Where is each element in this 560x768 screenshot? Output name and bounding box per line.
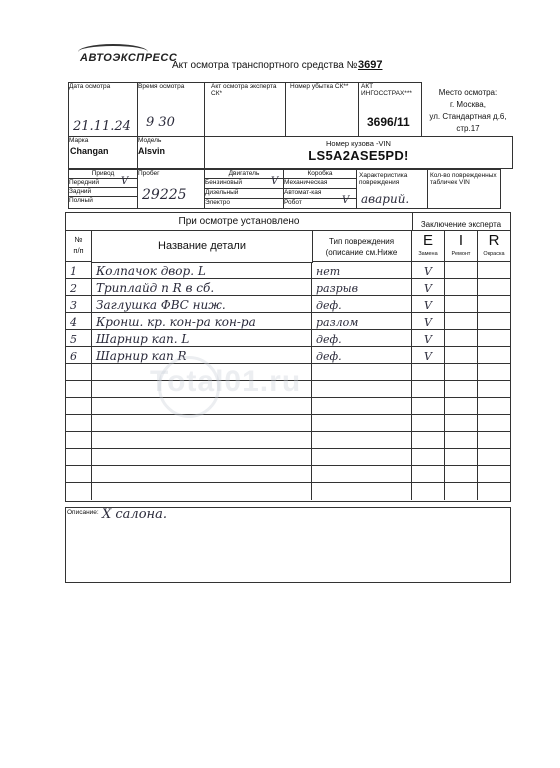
table-row [66, 432, 510, 449]
drive-rear-label: Задний [69, 188, 137, 197]
row-part-name: Колпачок двор. L [96, 264, 206, 278]
gearbox-manual-label: Механическая [284, 179, 356, 189]
row-number: 5 [70, 333, 77, 346]
col-i-header [445, 230, 478, 262]
row-num-cell [66, 466, 92, 483]
col-r-header [478, 230, 510, 262]
row-e-cell [412, 330, 445, 347]
row-part-name: Кронш. кр. кон-ра кон-ра [96, 315, 256, 329]
table-row [66, 262, 510, 279]
expert-act-cell [205, 83, 286, 137]
row-r-cell [478, 347, 510, 364]
row-r-cell [478, 398, 510, 415]
parts-section [65, 212, 511, 502]
row-part-cell [92, 466, 312, 483]
col-num-header [66, 230, 92, 262]
gearbox-robot-label: Робот [284, 199, 302, 206]
row-part-name: Шарнир кап R [96, 349, 187, 363]
row-part-cell [92, 415, 312, 432]
row-damage-cell [312, 330, 412, 347]
row-num-cell [66, 330, 92, 347]
table-row [66, 279, 510, 296]
mileage-value: 29225 [142, 187, 187, 203]
row-part-cell [92, 262, 312, 279]
model-value: Alsvin [138, 146, 166, 156]
row-i-cell [445, 398, 478, 415]
vin-plates-cell [428, 170, 501, 209]
drive-label: Привод [69, 170, 137, 179]
row-num-cell [66, 296, 92, 313]
col-i-label: I [458, 232, 464, 249]
row-i-cell [445, 381, 478, 398]
engine-petrol-row [205, 176, 283, 189]
loss-number-label: Номер убытка СК** [290, 83, 349, 90]
table-row [66, 398, 510, 415]
ingos-act-cell [359, 83, 422, 137]
row-part-name: Триплайд п R в сб. [96, 281, 215, 295]
row-i-cell [445, 262, 478, 279]
row-part-cell [92, 432, 312, 449]
model-cell [138, 137, 205, 169]
row-damage-type: деф. [316, 333, 342, 346]
row-e-cell [412, 262, 445, 279]
description-value: Х салона. [102, 507, 167, 522]
col-damage-label-1: Тип повреждения [328, 237, 395, 246]
row-i-cell [445, 347, 478, 364]
damage-char-cell [357, 170, 428, 209]
vehicle-table [68, 136, 514, 169]
row-num-cell [66, 398, 92, 415]
row-r-cell [478, 313, 510, 330]
gearbox-robot-row [284, 195, 356, 208]
col-r-label: R [488, 232, 500, 249]
info-table [68, 82, 514, 137]
row-part-name: Заглушка ФВС ниж. [96, 298, 226, 312]
col-r-sub-label: Окраска [483, 251, 505, 257]
row-i-cell [445, 296, 478, 313]
col-damage-label-2: (описание см.Ниже [325, 248, 398, 257]
row-r-cell [478, 330, 510, 347]
ingos-act-label: АКТ ИНГОССТРАХ*** [361, 83, 412, 97]
row-r-cell [478, 262, 510, 279]
row-number: 1 [70, 265, 77, 278]
row-i-cell [445, 313, 478, 330]
vin-plates-label-2: табличек VIN [430, 179, 470, 186]
damage-char-value: аварий. [361, 192, 410, 206]
row-replace-mark: V [424, 299, 432, 312]
row-replace-mark: V [424, 282, 432, 295]
row-i-cell [445, 449, 478, 466]
row-number: 6 [70, 350, 77, 363]
row-damage-cell [312, 398, 412, 415]
parts-section-title: При осмотре установлено [66, 213, 413, 231]
engine-petrol-mark: V [271, 176, 279, 187]
row-replace-mark: V [424, 350, 432, 363]
drive-full-label: Полный [69, 197, 93, 204]
row-damage-type: разрыв [316, 282, 359, 295]
row-damage-type: разлом [316, 316, 359, 329]
place-cell [422, 83, 515, 137]
table-row [66, 330, 510, 347]
row-damage-type: нет [316, 265, 341, 278]
row-damage-cell [312, 449, 412, 466]
row-damage-cell [312, 381, 412, 398]
make-label: Марка [69, 137, 89, 144]
inspection-time-value: 9 30 [146, 115, 175, 130]
gearbox-cell [284, 170, 357, 209]
table-row [66, 296, 510, 313]
row-damage-cell [312, 262, 412, 279]
row-i-cell [445, 432, 478, 449]
col-e-header [412, 230, 445, 262]
place-value-street: ул. Стандартная д.6, [429, 111, 507, 121]
gearbox-label: Коробка [284, 170, 356, 179]
drive-front-label: Передний [69, 179, 100, 186]
row-damage-cell [312, 415, 412, 432]
row-damage-type: деф. [316, 299, 342, 312]
col-part-header: Название детали [92, 230, 313, 263]
row-e-cell [412, 381, 445, 398]
row-r-cell [478, 432, 510, 449]
ingos-act-value: 3696/11 [367, 115, 410, 129]
specs-table [68, 169, 501, 209]
row-number: 3 [70, 299, 77, 312]
row-num-cell [66, 313, 92, 330]
row-e-cell [412, 483, 445, 500]
row-part-cell [92, 296, 312, 313]
row-e-cell [412, 432, 445, 449]
row-e-cell [412, 279, 445, 296]
expert-conclusion-title: Заключение эксперта [420, 220, 502, 229]
row-part-cell [92, 449, 312, 466]
col-e-label: E [422, 232, 433, 249]
row-damage-type: деф. [316, 350, 342, 363]
table-row [66, 449, 510, 466]
table-row [66, 347, 510, 364]
row-damage-cell [312, 364, 412, 381]
row-r-cell [478, 279, 510, 296]
row-r-cell [478, 415, 510, 432]
gearbox-auto-label: Автомат-кая [284, 189, 356, 199]
gearbox-robot-mark: V [342, 195, 350, 206]
description-box [65, 507, 511, 583]
watermark: Total01.ru [150, 365, 302, 398]
vin-label: Номер кузова -VIN [326, 139, 391, 148]
document-title: Акт осмотра транспортного средства № [172, 60, 358, 71]
description-label: Описание: [67, 509, 99, 516]
row-i-cell [445, 364, 478, 381]
row-e-cell [412, 347, 445, 364]
row-replace-mark: V [424, 316, 432, 329]
row-e-cell [412, 398, 445, 415]
row-i-cell [445, 483, 478, 500]
row-damage-cell [312, 279, 412, 296]
row-r-cell [478, 483, 510, 500]
row-damage-cell [312, 313, 412, 330]
row-num-cell [66, 449, 92, 466]
document-number: 3697 [358, 59, 383, 71]
row-i-cell [445, 279, 478, 296]
drive-cell [69, 170, 138, 209]
engine-diesel-label: Дизельный [205, 189, 283, 199]
drive-front-row [69, 176, 137, 188]
row-num-cell [66, 483, 92, 500]
place-label: Место осмотра: [438, 87, 498, 97]
col-num-label: № [74, 235, 83, 244]
row-damage-cell [312, 483, 412, 500]
table-row [66, 313, 510, 330]
row-part-cell [92, 330, 312, 347]
inspection-date-value: 21.11.24 [73, 119, 131, 134]
row-i-cell [445, 415, 478, 432]
row-part-cell [92, 313, 312, 330]
row-e-cell [412, 364, 445, 381]
damage-char-label-1: Характеристика [359, 172, 408, 179]
row-e-cell [412, 313, 445, 330]
row-r-cell [478, 364, 510, 381]
engine-electric-label: Электро [205, 199, 230, 206]
row-part-cell [92, 483, 312, 500]
row-r-cell [478, 449, 510, 466]
inspection-date-cell [69, 83, 138, 137]
engine-cell [205, 170, 284, 209]
drive-front-mark: V [121, 176, 129, 187]
row-num-cell [66, 415, 92, 432]
company-logo: АВТОЭКСПРЕСС [80, 52, 178, 64]
table-row [66, 415, 510, 432]
damage-char-label-2: повреждения [359, 179, 400, 186]
col-e-sub-label: Замена [418, 251, 438, 257]
row-damage-cell [312, 432, 412, 449]
row-r-cell [478, 381, 510, 398]
inspection-time-cell [138, 83, 205, 137]
row-part-name: Шарнир кап. L [96, 332, 190, 346]
row-damage-cell [312, 296, 412, 313]
row-replace-mark: V [424, 333, 432, 346]
vin-value: LS5A2ASE5PD! [308, 148, 409, 163]
row-r-cell [478, 296, 510, 313]
expert-act-label: Акт осмотра эксперта СК* [211, 83, 277, 97]
engine-petrol-label: Бензиновый [205, 179, 243, 186]
row-e-cell [412, 415, 445, 432]
col-num2-label: п/п [73, 246, 84, 255]
row-e-cell [412, 466, 445, 483]
vin-plates-label-1: Кол-во поврежденных [430, 172, 497, 179]
place-value-city: г. Москва, [450, 99, 486, 109]
make-cell [69, 137, 138, 169]
place-value-building: стр.17 [456, 123, 480, 133]
row-part-cell [92, 279, 312, 296]
row-e-cell [412, 296, 445, 313]
row-num-cell [66, 279, 92, 296]
row-damage-cell [312, 347, 412, 364]
row-replace-mark: V [424, 265, 432, 278]
row-num-cell [66, 381, 92, 398]
row-number: 2 [70, 282, 77, 295]
row-num-cell [66, 364, 92, 381]
row-num-cell [66, 432, 92, 449]
vin-cell [205, 137, 513, 169]
col-damage-header [312, 230, 412, 262]
row-damage-cell [312, 466, 412, 483]
model-label: Модель [138, 137, 162, 144]
row-e-cell [412, 449, 445, 466]
row-number: 4 [70, 316, 77, 329]
row-num-cell [66, 347, 92, 364]
row-i-cell [445, 330, 478, 347]
row-i-cell [445, 466, 478, 483]
mileage-label: Пробег [138, 170, 160, 177]
table-row [66, 466, 510, 483]
mileage-cell [138, 170, 205, 209]
inspection-time-label: Время осмотра [138, 83, 185, 90]
row-num-cell [66, 262, 92, 279]
engine-label: Двигатель [205, 170, 283, 179]
col-i-sub-label: Ремонт [451, 251, 471, 257]
row-r-cell [478, 466, 510, 483]
loss-number-cell [286, 83, 359, 137]
table-row [66, 483, 510, 500]
make-value: Changan [70, 146, 109, 156]
inspection-date-label: Дата осмотра [69, 83, 111, 90]
